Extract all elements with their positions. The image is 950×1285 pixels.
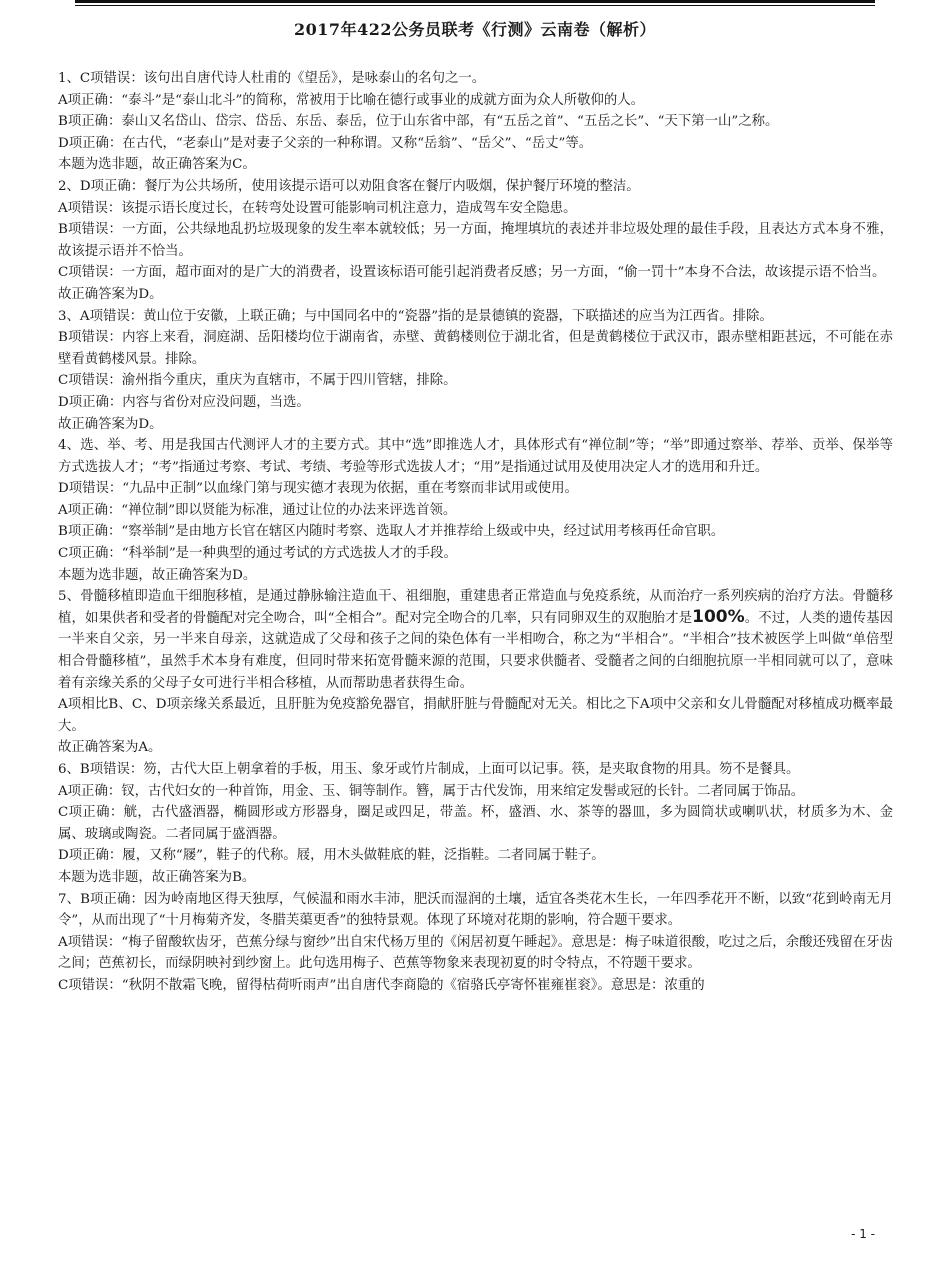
paragraph: 本题为选非题，故正确答案为D。 — [58, 567, 257, 583]
paragraph-q5 — [58, 586, 893, 694]
paragraph: B项正确：“察举制”是由地方长官在辖区内随时考察、选取人才并推荐给上级或中央，经过试用考核再任命官职。 — [58, 524, 725, 540]
paragraph: C项错误：一方面，超市面对的是广大的消费者，设置该标语可能引起消费者反感；另一方面，“偷一罚十”本身不合法，故该提示语不恰当。 — [58, 265, 886, 281]
paragraph: B项正确：泰山又名岱山、岱宗、岱岳、东岳、泰岳，位于山东省中部，有“五岳之首”、“五岳之长”、“天下第一山”之称。 — [58, 114, 779, 130]
paragraph: 故正确答案为A。 — [58, 740, 162, 756]
paragraph: C项错误：渝州指今重庆，重庆为直辖市，不属于四川管辖，排除。 — [58, 373, 457, 389]
paragraph: D项正确：内容与省份对应没问题，当选。 — [58, 394, 310, 410]
q5-percent: 100% — [692, 606, 745, 627]
paragraph: 故正确答案为D。 — [58, 286, 163, 302]
paragraph: A项正确：“泰斗”是“泰山北斗”的简称，常被用于比喻在德行或事业的成就方面为众人所敬仰的人。 — [58, 92, 645, 108]
paragraph: A项正确：“禅位制”即以贤能为标准，通过让位的办法来评选首领。 — [58, 502, 457, 518]
paragraph: 1、C项错误：该句出自唐代诗人杜甫的《望岳》，是咏泰山的名句之一。 — [58, 71, 486, 86]
paragraph: B项错误：内容上来看，洞庭湖、岳阳楼均位于湖南省，赤壁、黄鹤楼则位于湖北省，但是黄鹤楼位于武汉市，跟赤壁相距甚远，不可能在赤壁看黄鹤楼风景。排除。 — [58, 330, 893, 367]
paragraph: D项错误：“九品中正制”以血缘门第与现实德才表现为依据，重在考察而非试用或使用。 — [58, 481, 578, 497]
paragraph: D项正确：在古代，“老泰山”是对妻子父亲的一种称谓。又称“岳翁”、“岳父”、“岳丈”等。 — [58, 135, 593, 151]
paragraph: A项正确：钗，古代妇女的一种首饰，用金、玉、铜等制作。簪，属于古代发饰，用来绾定发髻或冠的长针。二者同属于饰品。 — [58, 783, 805, 799]
q5-text-after: 。不过，人类的遗传基因一半来自父亲，另一半来自母亲，这就造成了父母和孩子之间的染色体有一半相吻合，称之为“半相合”。“半相合”技术被医学上叫做“单倍型相合骨髓移植”，虽然手术本身有难度，但同时带来拓宽骨髓来源的范围，只要求供髓者、受髓者之间的白细胞抗原一半相同就可以了，意味着有亲缘关系的父母子女可进行半相合移植，从而帮助患者获得生命。 — [58, 610, 893, 691]
paragraph: 4、选、举、考、用是我国古代测评人才的主要方式。其中“选”即推选人才，具体形式有“禅位制”等；“举”即通过察举、荐举、贡举、保举等方式选拔人才；“考”指通过考察、考试、考绩、考验等形式选拔人才；“用”是指通过试用及使用决定人才的选用和升迁。 — [58, 438, 893, 475]
page-title: 2017年422公务员联考《行测》云南卷（解析） — [294, 20, 656, 39]
document-body — [58, 68, 893, 997]
paragraph: B项错误：一方面，公共绿地乱扔垃圾现象的发生率本就较低；另一方面，掩埋填坑的表述并非垃圾处理的最佳手段，且表达方式本身不雅，故该提示语并不恰当。 — [58, 222, 893, 259]
paragraph: D项正确：履，又称“屦”，鞋子的代称。屐，用木头做鞋底的鞋，泛指鞋。二者同属于鞋子。 — [58, 848, 605, 864]
header-rule-thick — [75, 0, 875, 3]
paragraph: 2、D项正确：餐厅为公共场所，使用该提示语可以劝阻食客在餐厅内吸烟，保护餐厅环境的整洁。 — [58, 178, 640, 194]
paragraph: 6、B项错误：笏，古代大臣上朝拿着的手板，用玉、象牙或竹片制成，上面可以记事。筷，是夹取食物的用具。笏不是餐具。 — [58, 762, 800, 777]
paragraph: A项错误：该提示语长度过长，在转弯处设置可能影响司机注意力，造成驾车安全隐患。 — [58, 200, 577, 216]
header-rule-thin — [75, 5, 875, 6]
paragraph: 3、A项错误：黄山位于安徽，上联正确；与中国同名中的“瓷器”指的是景德镇的瓷器，下联描述的应当为江西省。排除。 — [58, 308, 773, 324]
page-number: - 1 - — [851, 1227, 875, 1241]
paragraph: C项正确：“科举制”是一种典型的通过考试的方式选拔人才的手段。 — [58, 546, 457, 562]
paragraph: A项相比B、C、D项亲缘关系最近，且肝脏为免疫豁免器官，捐献肝脏与骨髓配对无关。相比之下A项中父亲和女儿骨髓配对移植成功概率最大。 — [58, 697, 893, 734]
paragraph: C项错误：“秋阴不散霜飞晚，留得枯荷听雨声”出自唐代李商隐的《宿骆氏亭寄怀崔雍崔衮》。意思是：浓重的 — [58, 977, 705, 993]
paragraph: 本题为选非题，故正确答案为C。 — [58, 157, 256, 173]
paragraph: C项正确：觥，古代盛酒器，椭圆形或方形器身，圈足或四足，带盖。杯，盛酒、水、茶等的器皿，多为圆筒状或喇叭状，材质多为木、金属、玻璃或陶瓷。二者同属于盛酒器。 — [58, 805, 893, 842]
paragraph: 本题为选非题，故正确答案为B。 — [58, 869, 256, 885]
paragraph: A项错误：“梅子留酸软齿牙，芭蕉分绿与窗纱”出自宋代杨万里的《闲居初夏午睡起》。意思是：梅子味道很酸，吃过之后，余酸还残留在牙齿之间；芭蕉初长，而绿阴映衬到纱窗上。此句选用梅子、芭蕉等物象来表现初夏的时令特点，不符题干要求。 — [58, 934, 893, 972]
paragraph: 7、B项正确：因为岭南地区得天独厚，气候温和雨水丰沛，肥沃而湿润的土壤，适宜各类花木生长，一年四季花开不断，以致“花到岭南无月令”，从而出现了“十月梅菊齐发，冬腊芙蕖更香”的独特景观。体现了环境对花期的影响，符合题干要求。 — [58, 891, 893, 929]
q5-text-before: 5、骨髓移植即造血干细胞移植，是通过静脉输注造血干、祖细胞，重建患者正常造血与免疫系统，从而治疗一系列疾病的治疗方法。骨髓移植，如果供者和受者的骨髓配对完全吻合，叫“全相合”。配对完全吻合的几率，只有同卵双生的双胞胎才是 — [58, 589, 893, 626]
paragraph: 故正确答案为D。 — [58, 416, 163, 432]
